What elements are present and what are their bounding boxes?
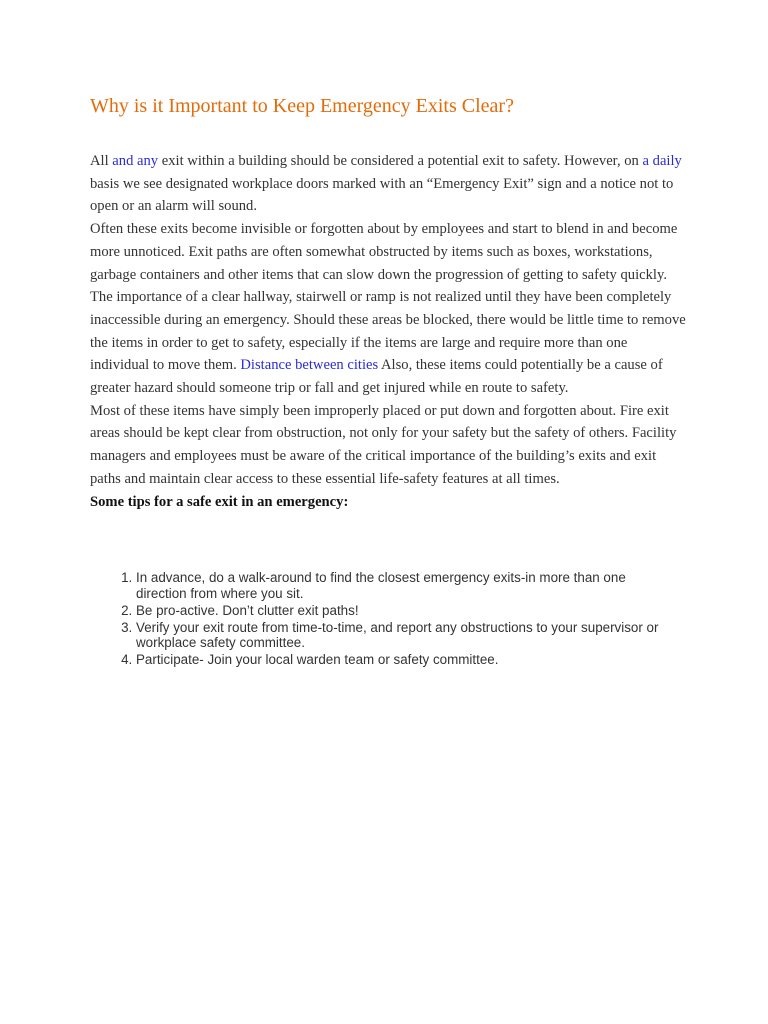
document-title: Why is it Important to Keep Emergency Exits Clear? [90, 95, 514, 117]
paragraph-improper-placement: Most of these items have simply been improperly placed or put down and forgotten about. Fire exit areas should be kept clear from obstruction, not only for your safety but the safety of others. Facility managers and employees must be aware of the critical importance of the building’s exits and exit paths and maintain clear access to these essential life-safety features at all times. [90, 402, 677, 487]
document-body [90, 150, 686, 513]
link-distance-between-cities[interactable]: Distance between cities [240, 357, 379, 374]
link-a-daily[interactable]: a daily [642, 153, 682, 169]
list-item: 4. Participate- Join your local warden team or safety committee. [136, 652, 680, 668]
paragraph-clear-hallway [90, 286, 686, 400]
paragraph-text: basis we see designated workplace doors marked with an “Emergency Exit” sign and a notice not to open or an alarm will sound. [90, 175, 674, 215]
paragraph-text: The importance of a clear hallway, stairwell or ramp is not realized until they have been completely inaccessible during an emergency. Should these areas be blocked, there would be little time to remove the items in order to get to safety, especially if the items are large and require more than one individual to move them. [90, 289, 686, 374]
paragraph-intro [90, 150, 686, 218]
paragraph-text: Also, these items could potentially be a cause of greater hazard should someone trip or fall and get injured while en route to safety. [90, 357, 663, 397]
list-item: 3. Verify your exit route from time-to-time, and report any obstructions to your supervisor or workplace safety committee. [136, 620, 680, 651]
paragraph-text: All [90, 153, 113, 169]
list-item: 2. Be pro-active. Don’t clutter exit paths! [136, 603, 680, 619]
paragraph-invisible-exits: Often these exits become invisible or forgotten about by employees and start to blend in and become more unnoticed. Exit paths are often somewhat obstructed by items such as boxes, workstations, garbage containers and other items that can slow down the progression of getting to safety quickly. [90, 221, 678, 283]
link-and-any[interactable]: and any [112, 153, 159, 169]
tips-list [90, 570, 680, 669]
tips-heading: Some tips for a safe exit in an emergency: [90, 493, 349, 510]
paragraph-text: exit within a building should be considered a potential exit to safety. However, on [158, 153, 643, 169]
list-item: 1. In advance, do a walk-around to find the closest emergency exits-in more than one direction from where you sit. [136, 570, 680, 601]
